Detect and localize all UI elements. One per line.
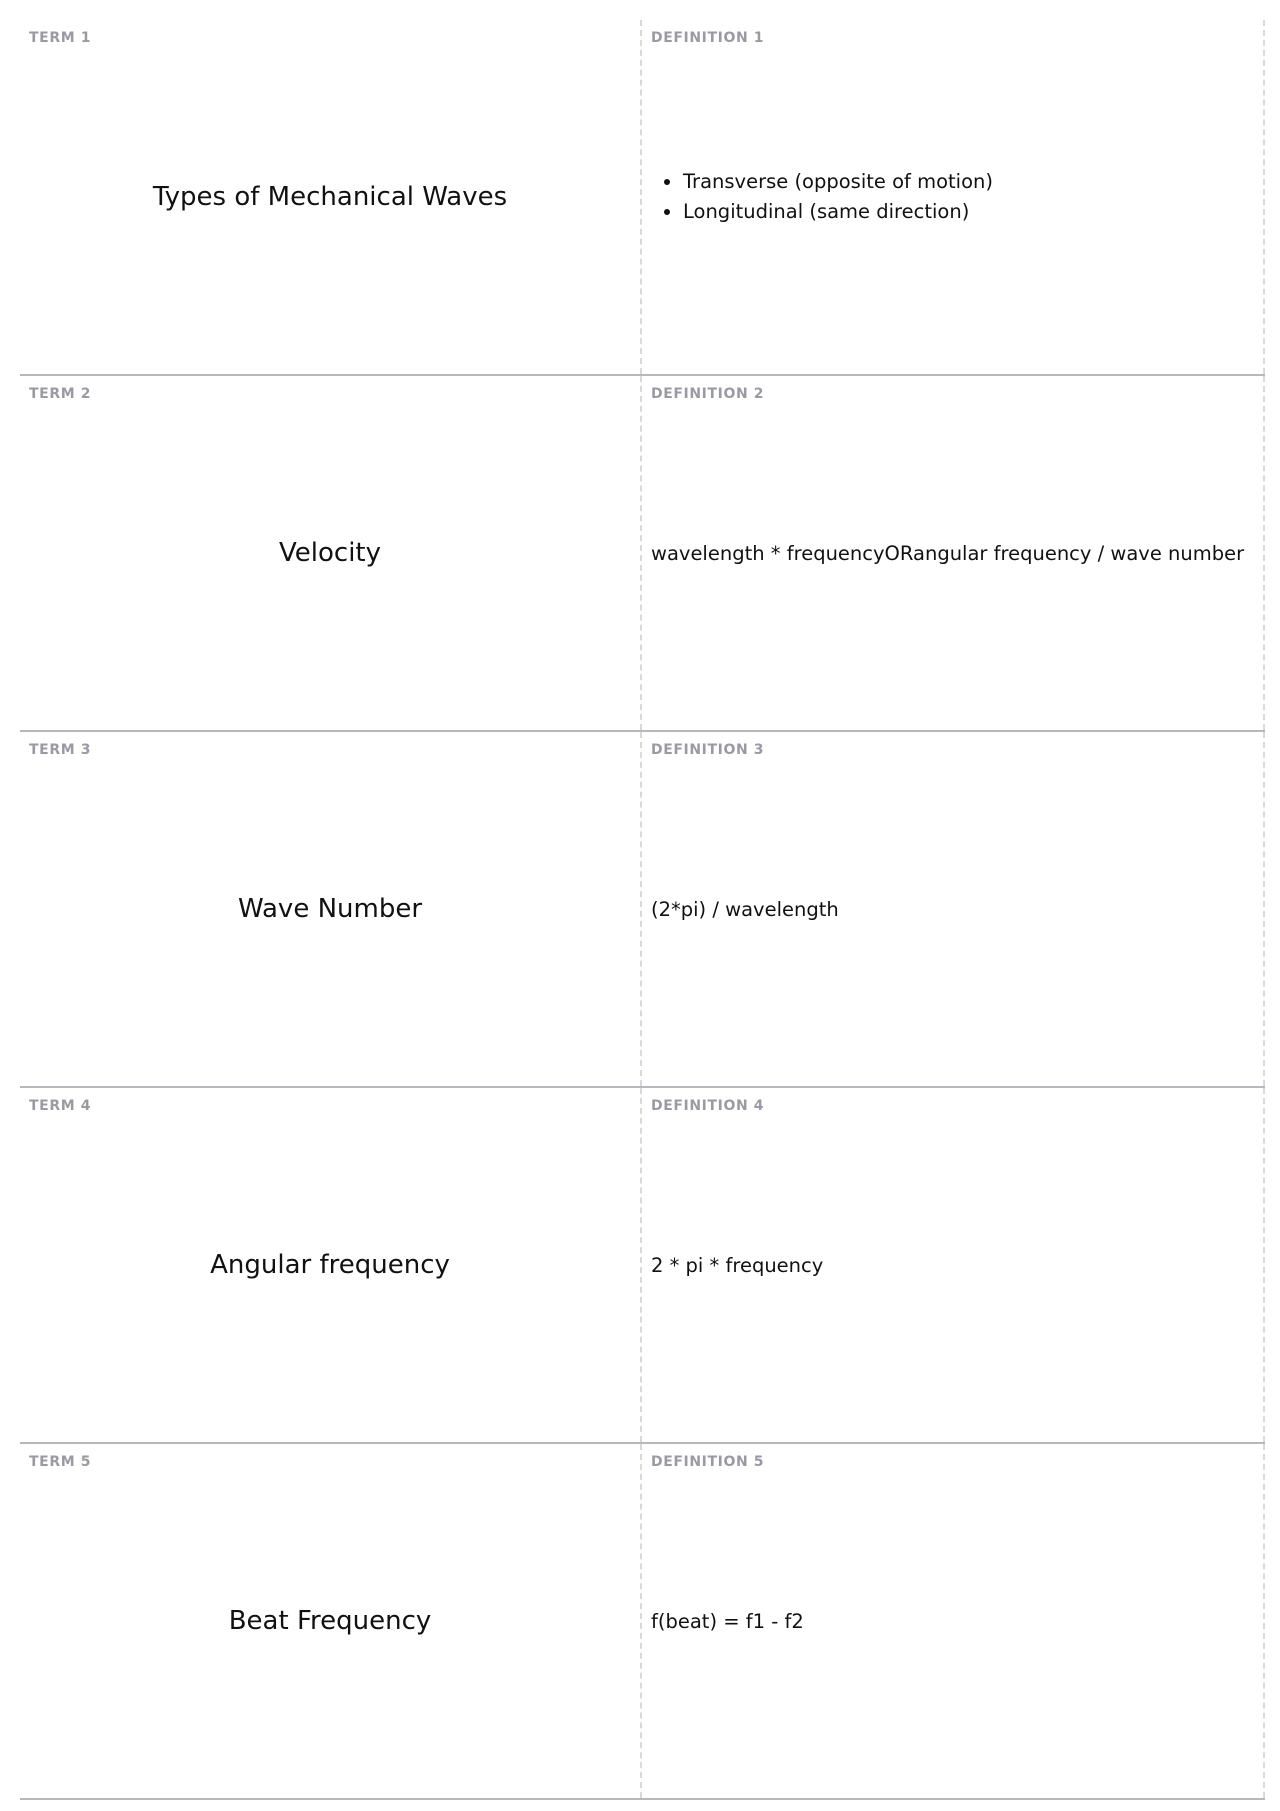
term-label: TERM 3 [29, 742, 92, 758]
definition-label: DEFINITION 2 [651, 386, 765, 402]
definition-label: DEFINITION 1 [651, 30, 765, 46]
definition-content [651, 1088, 1253, 1442]
term-text: Wave Number [237, 894, 423, 924]
definition-content [651, 376, 1253, 730]
term-label: TERM 1 [29, 30, 92, 46]
definition-list [651, 167, 1253, 227]
term-cell [20, 376, 642, 730]
term-text: Beat Frequency [228, 1606, 432, 1636]
definition-label: DEFINITION 5 [651, 1454, 765, 1470]
definition-text: f(beat) = f1 - f2 [651, 1609, 804, 1633]
definition-cell [642, 20, 1265, 374]
definition-cell [642, 1088, 1265, 1442]
term-text: Angular frequency [210, 1250, 450, 1280]
definition-label: DEFINITION 4 [651, 1098, 765, 1114]
definition-content [651, 732, 1253, 1086]
definition-cell [642, 732, 1265, 1086]
flashcard-row [20, 1088, 1265, 1444]
definition-content [651, 1444, 1253, 1798]
definition-text: (2*pi) / wavelength [651, 897, 839, 921]
definition-cell [642, 376, 1265, 730]
term-label: TERM 5 [29, 1454, 92, 1470]
term-cell [20, 1444, 642, 1798]
term-text: Velocity [279, 538, 381, 568]
flashcard-sheet [20, 20, 1265, 1800]
flashcard-row [20, 732, 1265, 1088]
definition-list-item: • Longitudinal (same direction) [683, 197, 1253, 227]
flashcard-row [20, 1444, 1265, 1800]
definition-label: DEFINITION 3 [651, 742, 765, 758]
flashcard-row [20, 376, 1265, 732]
definition-content [651, 20, 1253, 374]
term-cell [20, 20, 642, 374]
term-label: TERM 4 [29, 1098, 92, 1114]
term-label: TERM 2 [29, 386, 92, 402]
term-cell [20, 1088, 642, 1442]
definition-cell [642, 1444, 1265, 1798]
definition-list-item: • Transverse (opposite of motion) [683, 167, 1253, 197]
definition-text: wavelength * frequencyORangular frequency / wave number [651, 541, 1245, 565]
term-cell [20, 732, 642, 1086]
term-text: Types of Mechanical Waves [152, 182, 508, 212]
definition-text: 2 * pi * frequency [651, 1253, 824, 1277]
flashcard-row [20, 20, 1265, 376]
